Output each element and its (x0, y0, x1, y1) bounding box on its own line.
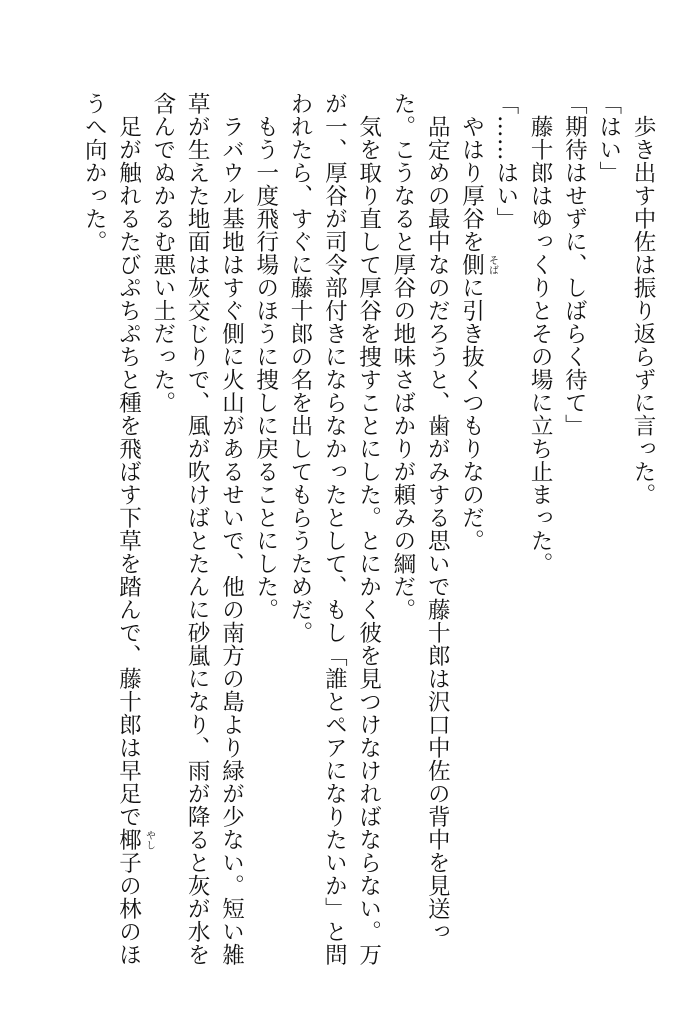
paragraph: 藤十郎はゆっくりとその場に立ち止まった。 (527, 92, 554, 575)
paragraph-text: に引き抜くつもりなのだ。 (458, 276, 485, 552)
ruby-base (458, 253, 498, 276)
paragraph: 「……はい」 (492, 92, 519, 230)
paragraph (77, 92, 155, 972)
paragraph-text: の林のほうへ向かった。 (81, 92, 142, 966)
furigana: そば (486, 255, 498, 275)
paragraph: 「期待はせずに、しばらく待て」 (561, 92, 588, 437)
paragraph: 気を取り直して厚谷を捜すことにした。とにかく彼を見つけなければならない。万が一、厚谷が司令部付きにならなかったとして、もし「誰とペアになりたいか」と問われたら、すぐに藤十郎の名を出してもらうためだ。 (287, 92, 382, 966)
paragraph: ラバウル基地はすぐ側に火山があるせいで、他の南方の島より緑が少ない。短い雑草が生えた地面は灰交じりで、風が吹けばとたんに砂嵐になり、雨が降ると灰が水を含んでぬかるむ悪い土だった。 (149, 92, 245, 966)
paragraph: もう一度飛行場のほうに捜しに戻ることにした。 (252, 92, 279, 621)
paragraph: 品定めの最中なのだろうと、歯がみする思いで藤十郎は沢口中佐の背中を見送った。こうなると厚谷の地味さばかりが頼みの綱だ。 (389, 92, 451, 943)
vertical-text-block (60, 92, 660, 972)
paragraph-text: やはり厚谷を (458, 92, 485, 253)
ruby-base-text: 側 (458, 253, 485, 276)
paragraph: 「はい」 (595, 92, 622, 184)
ruby-base-text: 椰子 (115, 828, 142, 874)
paragraph (454, 92, 498, 972)
furigana: やし (143, 830, 155, 850)
paragraph: 歩き出す中佐は振り返らずに言った。 (630, 92, 656, 506)
paragraph-text: 足が触れるたびぷちぷちと種を飛ばす下草を踏んで、藤十郎は早足で (115, 92, 142, 828)
ruby-base (115, 828, 155, 874)
